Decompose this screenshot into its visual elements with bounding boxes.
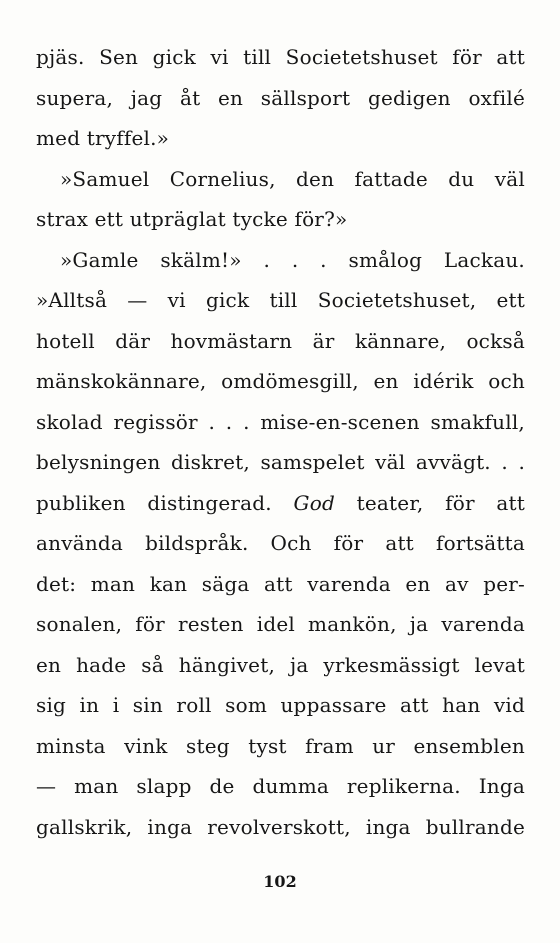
text-line-20: gallskrik, inga revolverskott, inga bullrande bbox=[36, 814, 525, 839]
text-line-12-end: teater, för att bbox=[356, 490, 526, 515]
text-line-12-italic-word: God bbox=[293, 490, 335, 515]
text-line-6: »Gamle skälm!» . . . smålog Lackau. bbox=[60, 247, 525, 272]
text-line-18: minsta vink steg tyst fram ur ensemblen bbox=[36, 733, 525, 758]
text-line-12 bbox=[36, 483, 525, 524]
text-line-15: sonalen, för resten idel mankön, ja varenda bbox=[36, 612, 525, 636]
text-line-8: hotell där hovmästarn är kännare, också bbox=[36, 328, 525, 353]
page-number: 102 bbox=[263, 872, 297, 891]
text-line-16: en hade så hängivet, ja yrkesmässigt levat bbox=[36, 652, 525, 677]
text-line-10: skolad regissör . . . mise-en-scenen smakfull, bbox=[36, 409, 525, 434]
text-line-9: mänskokännare, omdömesgill, en idérik och bbox=[36, 369, 525, 393]
text-line-13: använda bildspråk. Och för att fortsätta bbox=[36, 531, 525, 555]
text-line-14: det: man kan säga att varenda en av per- bbox=[36, 571, 525, 596]
text-line-4: »Samuel Cornelius, den fattade du väl bbox=[60, 166, 525, 191]
text-line-7: »Alltså — vi gick till Societetshuset, ett bbox=[36, 288, 525, 312]
text-line-3: med tryffel.» bbox=[36, 126, 170, 150]
body-text bbox=[36, 37, 525, 847]
text-line-19: — man slapp de dumma replikerna. Inga bbox=[36, 774, 525, 798]
text-line-1: pjäs. Sen gick vi till Societetshuset för att bbox=[36, 45, 525, 69]
text-line-12-start: publiken distingerad. bbox=[36, 490, 272, 515]
text-line-11: belysningen diskret, samspelet väl avvägt. . . bbox=[36, 450, 525, 474]
text-line-17: sig in i sin roll som uppassare att han vid bbox=[36, 693, 525, 717]
text-line-2: supera, jag åt en sällsport gedigen oxfilé bbox=[36, 85, 525, 110]
text-line-5: strax ett utpräglat tycke för?» bbox=[36, 207, 348, 231]
